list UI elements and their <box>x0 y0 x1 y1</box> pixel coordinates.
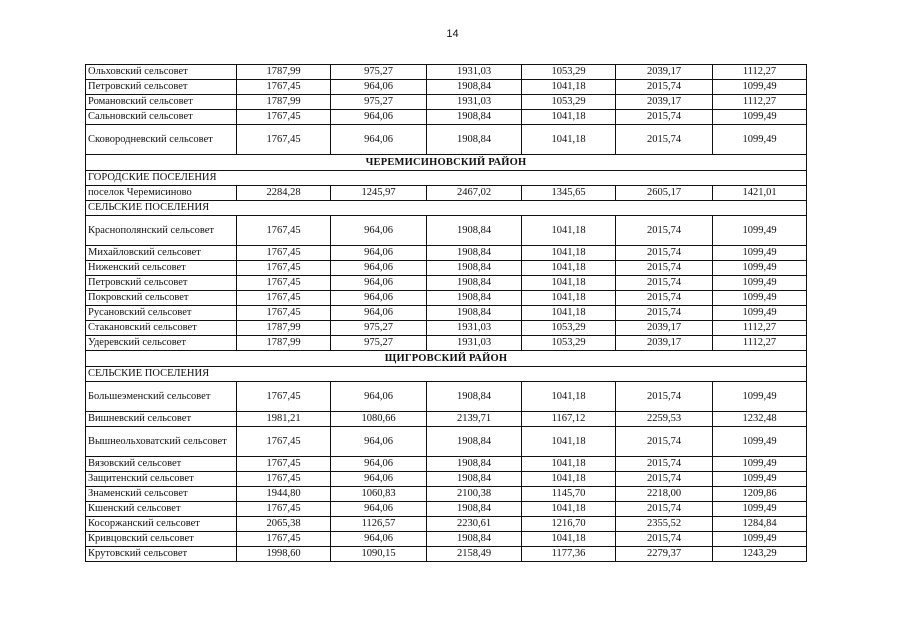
settlement-name: Знаменский сельсовет <box>86 487 237 502</box>
value-cell: 964,06 <box>331 291 427 306</box>
value-cell: 1099,49 <box>713 472 807 487</box>
value-cell: 964,06 <box>331 532 427 547</box>
value-cell: 1245,97 <box>331 186 427 201</box>
table-row <box>86 487 807 502</box>
value-cell: 1216,70 <box>522 517 616 532</box>
value-cell: 1767,45 <box>237 382 331 412</box>
table-row <box>86 276 807 291</box>
value-cell: 975,27 <box>331 336 427 351</box>
table-row <box>86 216 807 246</box>
value-cell: 1041,18 <box>522 80 616 95</box>
value-cell: 2218,00 <box>616 487 713 502</box>
value-cell: 964,06 <box>331 216 427 246</box>
settlement-name: Ниженский сельсовет <box>86 261 237 276</box>
table-row <box>86 110 807 125</box>
table-row <box>86 246 807 261</box>
value-cell: 975,27 <box>331 65 427 80</box>
table-row <box>86 547 807 562</box>
value-cell: 1981,21 <box>237 412 331 427</box>
value-cell: 1177,36 <box>522 547 616 562</box>
value-cell: 2015,74 <box>616 427 713 457</box>
value-cell: 2284,28 <box>237 186 331 201</box>
value-cell: 1167,12 <box>522 412 616 427</box>
table-row <box>86 412 807 427</box>
value-cell: 2015,74 <box>616 125 713 155</box>
value-cell: 1099,49 <box>713 382 807 412</box>
value-cell: 1099,49 <box>713 502 807 517</box>
value-cell: 2039,17 <box>616 321 713 336</box>
value-cell: 1767,45 <box>237 216 331 246</box>
settlement-name: Русановский сельсовет <box>86 306 237 321</box>
value-cell: 1787,99 <box>237 65 331 80</box>
settlement-name: Кривцовский сельсовет <box>86 532 237 547</box>
settlement-name: Петровский сельсовет <box>86 276 237 291</box>
value-cell: 1099,49 <box>713 291 807 306</box>
value-cell: 1908,84 <box>427 216 522 246</box>
settlement-name: Петровский сельсовет <box>86 80 237 95</box>
table-row <box>86 336 807 351</box>
page-number: 14 <box>446 28 459 40</box>
table-row <box>86 186 807 201</box>
value-cell: 1041,18 <box>522 276 616 291</box>
value-cell: 2605,17 <box>616 186 713 201</box>
value-cell: 1060,83 <box>331 487 427 502</box>
value-cell: 1041,18 <box>522 110 616 125</box>
value-cell: 1908,84 <box>427 261 522 276</box>
settlement-name: Краснополянский сельсовет <box>86 216 237 246</box>
value-cell: 1421,01 <box>713 186 807 201</box>
value-cell: 2100,38 <box>427 487 522 502</box>
value-cell: 1099,49 <box>713 125 807 155</box>
section-name: СЕЛЬСКИЕ ПОСЕЛЕНИЯ <box>86 201 807 216</box>
value-cell: 1041,18 <box>522 125 616 155</box>
value-cell: 1041,18 <box>522 216 616 246</box>
value-cell: 1767,45 <box>237 261 331 276</box>
value-cell: 975,27 <box>331 321 427 336</box>
value-cell: 1767,45 <box>237 291 331 306</box>
value-cell: 964,06 <box>331 110 427 125</box>
value-cell: 2015,74 <box>616 532 713 547</box>
value-cell: 2039,17 <box>616 65 713 80</box>
value-cell: 1053,29 <box>522 95 616 110</box>
district-name: ЩИГРОВСКИЙ РАЙОН <box>86 351 807 367</box>
value-cell: 1041,18 <box>522 502 616 517</box>
value-cell: 1908,84 <box>427 125 522 155</box>
value-cell: 2259,53 <box>616 412 713 427</box>
table-row <box>86 427 807 457</box>
table-row <box>86 80 807 95</box>
value-cell: 2015,74 <box>616 246 713 261</box>
value-cell: 1767,45 <box>237 532 331 547</box>
settlement-name: Вязовский сельсовет <box>86 457 237 472</box>
table-row <box>86 261 807 276</box>
value-cell: 2015,74 <box>616 80 713 95</box>
value-cell: 1908,84 <box>427 472 522 487</box>
settlement-name: Удеревский сельсовет <box>86 336 237 351</box>
table-row <box>86 382 807 412</box>
value-cell: 1931,03 <box>427 95 522 110</box>
value-cell: 2158,49 <box>427 547 522 562</box>
section-header-row <box>86 171 807 186</box>
value-cell: 1099,49 <box>713 261 807 276</box>
settlement-name: Косоржанский сельсовет <box>86 517 237 532</box>
value-cell: 1243,29 <box>713 547 807 562</box>
district-header-row <box>86 351 807 367</box>
value-cell: 964,06 <box>331 246 427 261</box>
value-cell: 1041,18 <box>522 472 616 487</box>
value-cell: 2015,74 <box>616 472 713 487</box>
settlement-name: Сальновский сельсовет <box>86 110 237 125</box>
value-cell: 1232,48 <box>713 412 807 427</box>
value-cell: 1908,84 <box>427 246 522 261</box>
value-cell: 1767,45 <box>237 502 331 517</box>
value-cell: 1041,18 <box>522 261 616 276</box>
value-cell: 1099,49 <box>713 532 807 547</box>
settlement-name: поселок Черемисиново <box>86 186 237 201</box>
value-cell: 964,06 <box>331 427 427 457</box>
table-row <box>86 532 807 547</box>
table-row <box>86 125 807 155</box>
value-cell: 1112,27 <box>713 336 807 351</box>
tariff-table <box>85 64 807 562</box>
settlement-name: Вишневский сельсовет <box>86 412 237 427</box>
value-cell: 2355,52 <box>616 517 713 532</box>
value-cell: 1053,29 <box>522 65 616 80</box>
settlement-name: Большеэменский сельсовет <box>86 382 237 412</box>
table-row <box>86 502 807 517</box>
table-row <box>86 306 807 321</box>
value-cell: 1944,80 <box>237 487 331 502</box>
table-row <box>86 457 807 472</box>
table-row <box>86 517 807 532</box>
value-cell: 2230,61 <box>427 517 522 532</box>
value-cell: 1767,45 <box>237 472 331 487</box>
value-cell: 964,06 <box>331 276 427 291</box>
value-cell: 1787,99 <box>237 95 331 110</box>
value-cell: 1041,18 <box>522 246 616 261</box>
value-cell: 1126,57 <box>331 517 427 532</box>
value-cell: 1787,99 <box>237 321 331 336</box>
value-cell: 1767,45 <box>237 306 331 321</box>
value-cell: 1080,66 <box>331 412 427 427</box>
value-cell: 1099,49 <box>713 246 807 261</box>
value-cell: 2039,17 <box>616 336 713 351</box>
table-row <box>86 291 807 306</box>
settlement-name: Ольховский сельсовет <box>86 65 237 80</box>
value-cell: 1099,49 <box>713 276 807 291</box>
section-header-row <box>86 367 807 382</box>
value-cell: 2139,71 <box>427 412 522 427</box>
value-cell: 1767,45 <box>237 246 331 261</box>
value-cell: 1931,03 <box>427 336 522 351</box>
settlement-name: Крутовский сельсовет <box>86 547 237 562</box>
value-cell: 1908,84 <box>427 306 522 321</box>
value-cell: 1041,18 <box>522 532 616 547</box>
value-cell: 1767,45 <box>237 80 331 95</box>
table-body <box>86 65 807 562</box>
section-header-row <box>86 201 807 216</box>
value-cell: 2015,74 <box>616 276 713 291</box>
section-name: СЕЛЬСКИЕ ПОСЕЛЕНИЯ <box>86 367 807 382</box>
value-cell: 1099,49 <box>713 110 807 125</box>
value-cell: 1931,03 <box>427 321 522 336</box>
value-cell: 1112,27 <box>713 321 807 336</box>
value-cell: 1908,84 <box>427 291 522 306</box>
table-row <box>86 95 807 110</box>
value-cell: 1998,60 <box>237 547 331 562</box>
settlement-name: Вышнеольховатский сельсовет <box>86 427 237 457</box>
value-cell: 964,06 <box>331 125 427 155</box>
value-cell: 1099,49 <box>713 80 807 95</box>
value-cell: 2279,37 <box>616 547 713 562</box>
value-cell: 2015,74 <box>616 502 713 517</box>
value-cell: 1053,29 <box>522 336 616 351</box>
table-row <box>86 472 807 487</box>
value-cell: 1908,84 <box>427 502 522 517</box>
value-cell: 964,06 <box>331 306 427 321</box>
settlement-name: Покровский сельсовет <box>86 291 237 306</box>
settlement-name: Сковородневский сельсовет <box>86 125 237 155</box>
value-cell: 1345,65 <box>522 186 616 201</box>
value-cell: 1099,49 <box>713 306 807 321</box>
table-row <box>86 65 807 80</box>
value-cell: 1041,18 <box>522 427 616 457</box>
value-cell: 964,06 <box>331 472 427 487</box>
value-cell: 964,06 <box>331 80 427 95</box>
value-cell: 964,06 <box>331 502 427 517</box>
value-cell: 1145,70 <box>522 487 616 502</box>
value-cell: 1787,99 <box>237 336 331 351</box>
value-cell: 975,27 <box>331 95 427 110</box>
value-cell: 1209,86 <box>713 487 807 502</box>
value-cell: 1284,84 <box>713 517 807 532</box>
value-cell: 1053,29 <box>522 321 616 336</box>
district-name: ЧЕРЕМИСИНОВСКИЙ РАЙОН <box>86 155 807 171</box>
value-cell: 1931,03 <box>427 65 522 80</box>
value-cell: 2015,74 <box>616 457 713 472</box>
value-cell: 964,06 <box>331 261 427 276</box>
value-cell: 1908,84 <box>427 457 522 472</box>
value-cell: 1767,45 <box>237 457 331 472</box>
value-cell: 1099,49 <box>713 457 807 472</box>
value-cell: 1099,49 <box>713 427 807 457</box>
value-cell: 1767,45 <box>237 125 331 155</box>
value-cell: 1767,45 <box>237 276 331 291</box>
value-cell: 1112,27 <box>713 95 807 110</box>
settlement-name: Защитенский сельсовет <box>86 472 237 487</box>
value-cell: 2015,74 <box>616 261 713 276</box>
value-cell: 2039,17 <box>616 95 713 110</box>
value-cell: 1908,84 <box>427 110 522 125</box>
value-cell: 1908,84 <box>427 276 522 291</box>
value-cell: 2015,74 <box>616 382 713 412</box>
value-cell: 1908,84 <box>427 80 522 95</box>
value-cell: 1767,45 <box>237 110 331 125</box>
settlement-name: Стакановский сельсовет <box>86 321 237 336</box>
settlement-name: Кшенский сельсовет <box>86 502 237 517</box>
value-cell: 1112,27 <box>713 65 807 80</box>
value-cell: 1041,18 <box>522 306 616 321</box>
value-cell: 1041,18 <box>522 382 616 412</box>
value-cell: 1908,84 <box>427 382 522 412</box>
value-cell: 964,06 <box>331 457 427 472</box>
value-cell: 2467,02 <box>427 186 522 201</box>
value-cell: 1908,84 <box>427 532 522 547</box>
value-cell: 2015,74 <box>616 216 713 246</box>
value-cell: 964,06 <box>331 382 427 412</box>
section-name: ГОРОДСКИЕ ПОСЕЛЕНИЯ <box>86 171 807 186</box>
value-cell: 1041,18 <box>522 291 616 306</box>
value-cell: 2015,74 <box>616 110 713 125</box>
value-cell: 1090,15 <box>331 547 427 562</box>
value-cell: 1041,18 <box>522 457 616 472</box>
value-cell: 2065,38 <box>237 517 331 532</box>
settlement-name: Романовский сельсовет <box>86 95 237 110</box>
district-header-row <box>86 155 807 171</box>
value-cell: 1908,84 <box>427 427 522 457</box>
value-cell: 1767,45 <box>237 427 331 457</box>
settlement-name: Михайловский сельсовет <box>86 246 237 261</box>
value-cell: 2015,74 <box>616 291 713 306</box>
value-cell: 1099,49 <box>713 216 807 246</box>
value-cell: 2015,74 <box>616 306 713 321</box>
table-row <box>86 321 807 336</box>
